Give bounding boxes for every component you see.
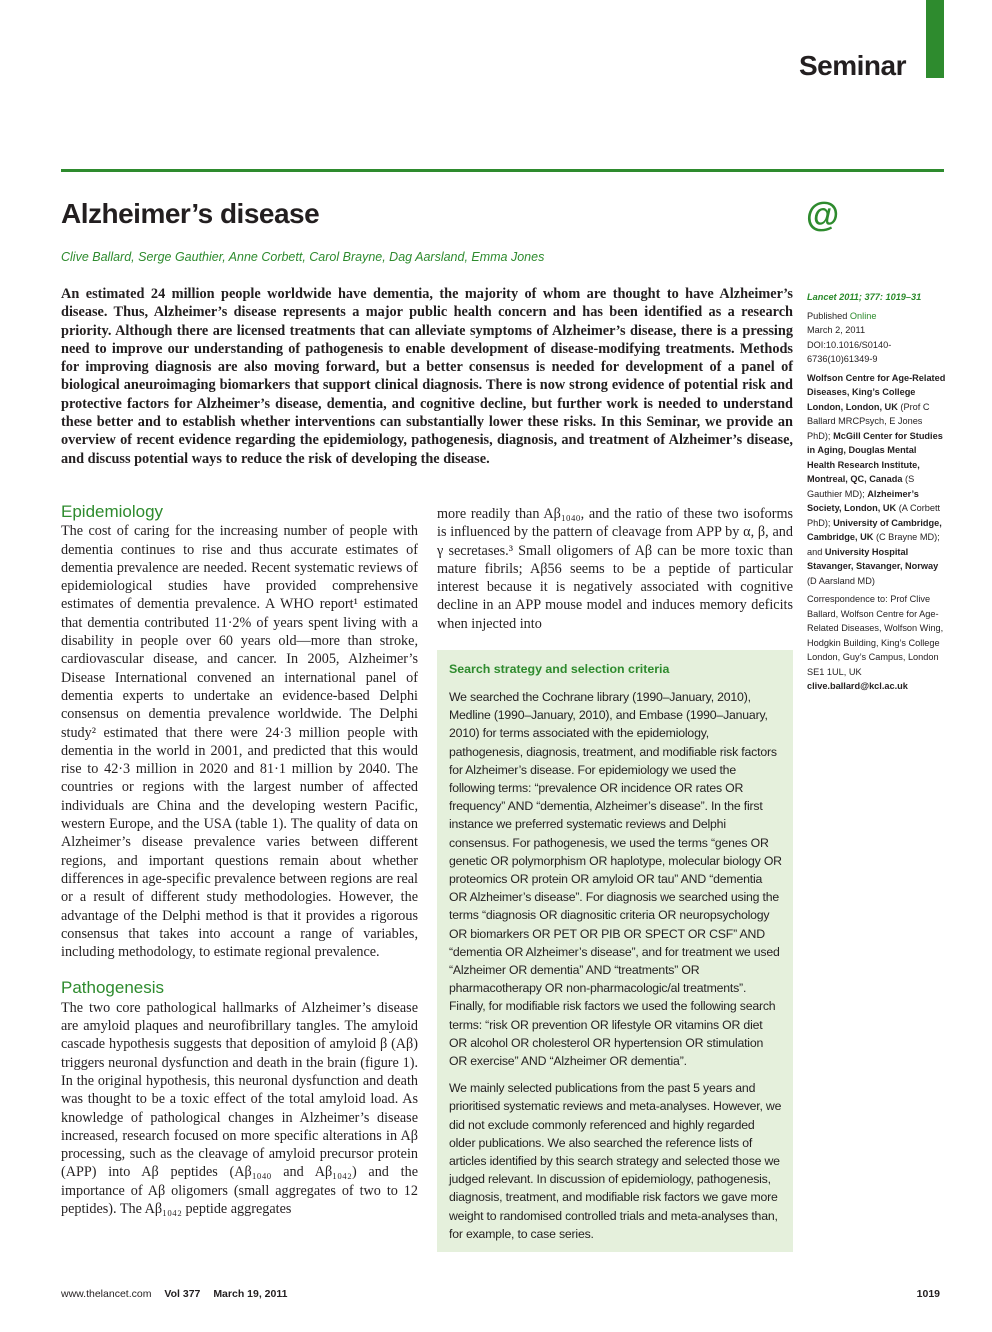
affiliation: University Hospital Stavanger, Stavanger, Norway [807, 546, 939, 571]
affiliation-connector: and [807, 546, 823, 557]
section-label: Seminar [799, 50, 906, 81]
doi: DOI:10.1016/S0140-6736(10)61349-9 [807, 339, 892, 364]
author-list: Clive Ballard, Serge Gauthier, Anne Corbett, Carol Brayne, Dag Aarsland, Emma Jones [61, 250, 545, 264]
left-column [61, 503, 418, 1218]
abstract: An estimated 24 million people worldwide have dementia, the majority of whom are thought to have Alzheimer’s disease. Thus, Alzheimer’s disease represents a major public health concern and has been identified as a research priority. Although there are licensed treatments that can alleviate symptoms of Alzheimer’s disease, there is a pressing need to improve our understanding of pathogenesis to enable development of disease-modifying treatments. Methods for improving diagnosis are also moving forward, but a better consensus is needed for development of a panel of biological aneuroimaging biomarkers that support clinical diagnosis. There is now strong evidence of potential risk and protective factors for Alzheimer’s disease, dementia, and cognitive decline, but further work is needed to understand these better and to establish whether interventions can substantially lower these risks. In this Seminar, we provide an overview of recent evidence regarding the epidemiology, pathogenesis, diagnosis, and treatment of Alzheimer’s disease, and discuss potential ways to reduce the risk of developing the disease. [61, 286, 793, 467]
panel-paragraph: We mainly selected publications from the past 5 years and prioritised systematic reviews and meta-analyses. However, we did not exclude commonly referenced and highly regarded older publications. We also searched the reference lists of articles identified by this search strategy and selected those we judged relevant. In discussion of epidemiology, pathogenesis, diagnosis, treatment, and modifiable risk factors we gave more weight to randomised controlled trials and meta-analyses than, for example, to case series. [449, 1081, 782, 1241]
correspondence-email[interactable]: clive.ballard@kcl.ac.uk [807, 681, 908, 691]
online-link[interactable]: Online [849, 310, 877, 321]
online-first-icon: @ [806, 196, 840, 234]
right-column-text [437, 505, 793, 633]
affiliation-authors: (A Corbett PhD); [807, 503, 941, 528]
affiliation: McGill Center for Studies in Aging, Douglas Mental Health Research Institute, Montreal, QC, Canada [807, 430, 943, 484]
affiliation-authors: (D Aarsland MD) [807, 575, 875, 586]
published-date: March 2, 2011 [807, 325, 866, 335]
affiliation-authors: (C Brayne MD); [875, 532, 940, 542]
section-color-bar [926, 0, 944, 78]
issue-date: March 19, 2011 [213, 1288, 288, 1300]
citation-link[interactable]: Lancet 2011; 377: 1019–31 [807, 292, 922, 302]
volume: Vol 377 [164, 1288, 201, 1300]
affiliation-authors: (S Gauthier MD); [807, 474, 915, 499]
affiliation-authors: (Prof C Ballard MRCPsych, E Jones PhD); [807, 401, 930, 441]
pathogenesis-heading: Pathogenesis [61, 978, 165, 998]
article-sidebar [807, 290, 947, 698]
footer [61, 1288, 297, 1300]
panel-paragraph: We searched the Cochrane library (1990–January, 2010), Medline (1990–January, 2010), and Embase (1990–January, 2010) for terms associated with the epidemiology, pathogenesis, diagnosis, treatment, and modifiable risk factors for Alzheimer’s disease. For epidemiology we used the following terms: “prevalence OR incidence OR rates OR frequency” AND “dementia, Alzheimer’s disease”. In the first instance we preferred systematic reviews and Delphi consensus. For pathogenesis, we used the terms “genes OR genetic OR polymorphism OR haplotype, molecular biology OR proteomics OR protein OR amyloid OR tau” AND “dementia OR Alzheimer’s disease”. For diagnosis we searched using the terms “diagnosis OR diagnositic criteria OR neuropsychology OR biomarkers OR PET OR PIB OR SPECT OR CSF” AND “dementia OR Alzheimer’s disease”, and for treatment we used “Alzheimer OR dementia” AND “treatments” OR pharmacotherapy OR non-pharmacologic/al treatments”. Finally, for modifiable risk factors we used the following search terms: “risk OR prevention OR lifestyle OR vitamins OR diet OR alcohol OR cholesterol OR hypertension OR stimulation OR exercise” AND “Alzheimer OR dementia”. [449, 690, 782, 1069]
header-rule [61, 169, 944, 172]
article-title: Alzheimer’s disease [61, 198, 320, 229]
panel-body [449, 688, 782, 1252]
published-label: Published [807, 310, 850, 321]
affiliation: Alzheimer’s Society, London, UK [807, 488, 919, 513]
panel-title: Search strategy and selection criteria [449, 662, 670, 676]
epidemiology-heading: Epidemiology [61, 502, 164, 521]
affiliation: Wolfson Centre for Age-Related Diseases, King’s College London, London, UK [807, 372, 946, 412]
correspondence: Correspondence to: Prof Clive Ballard, Wolfson Centre for Age-Related Diseases, Wolfson Wing, Hodgkin Building, King’s College London, Guy’s Campus, London SE1 1UL, UK [807, 594, 944, 677]
affiliation: University of Cambridge, Cambridge, UK [807, 517, 942, 542]
epidemiology-text: The cost of caring for the increasing number of people with dementia continues to rise and thus accurate estimates of dementia prevalence are needed. Recent systematic reviews of epidemiological studies have provided comprehensive estimates of dementia prevalence. A WHO report¹ estimated that dementia contributed 11·2% of years spent living with a disability in people over 60 years old—more than stroke, cardiovascular disease, and cancer. In 2005, Alzheimer’s Disease International convened an international panel of dementia experts to undertake an evidence-based Delphi consensus on dementia prevalence worldwide. The Delphi study² estimated that there were 24·3 million people with dementia in the world in 2001, and predicted that this would rise to 42·3 million in 2020 and 81·1 million by 2040. The countries or regions with the largest number of affected individuals are China and the developing western Pacific, western Europe, and the USA (table 1). The quality of data on Alzheimer’s disease prevalence varies between different regions, and important questions remain about whether differences in age-specific prevalence between regions are real or a result of different study methodologies. However, the advantage of the Delphi method is that it provides a rigorous consensus that takes into account a range of variables, including methodology, to estimate regional prevalence. [61, 523, 418, 961]
journal-website-link[interactable]: www.thelancet.com [61, 1288, 152, 1300]
pathogenesis-text: The two core pathological hallmarks of Alzheimer’s disease are amyloid plaques and neurofibrillary tangles. The amyloid cascade hypothesis suggests that deposition of amyloid β (Aβ) triggers neuronal dysfunction and death in the brain (figure 1). In the original hypothesis, this neuronal dysfunction and death was thought to be a toxic effect of the total amyloid load. As knowledge of pathological changes in Alzheimer’s disease increased, research focused on more specific alterations in Aβ processing, such as the cleavage of amyloid precursor protein (APP) into Aβ peptides (Aβ₁₀₄₀ and Aβ₁₀₄₂) and the importance of Aβ oligomers (small aggregates of two to 12 peptides). The Aβ₁₀₄₂ peptide aggregates [61, 999, 418, 1217]
pathogenesis-continued: more readily than Aβ₁₀₄₀, and the ratio of these two isoforms is influenced by the pattern of cleavage from APP by α, β, and γ secretases.³ Small oligomers of Aβ can be more toxic than mature fibrils; Aβ56 seems to be a peptide of particular interest because it is negatively associated with cognitive decline in an APP mouse model and induces memory deficits when injected into [437, 506, 793, 632]
page-number: 1019 [916, 1288, 940, 1300]
search-strategy-panel [437, 650, 793, 1252]
